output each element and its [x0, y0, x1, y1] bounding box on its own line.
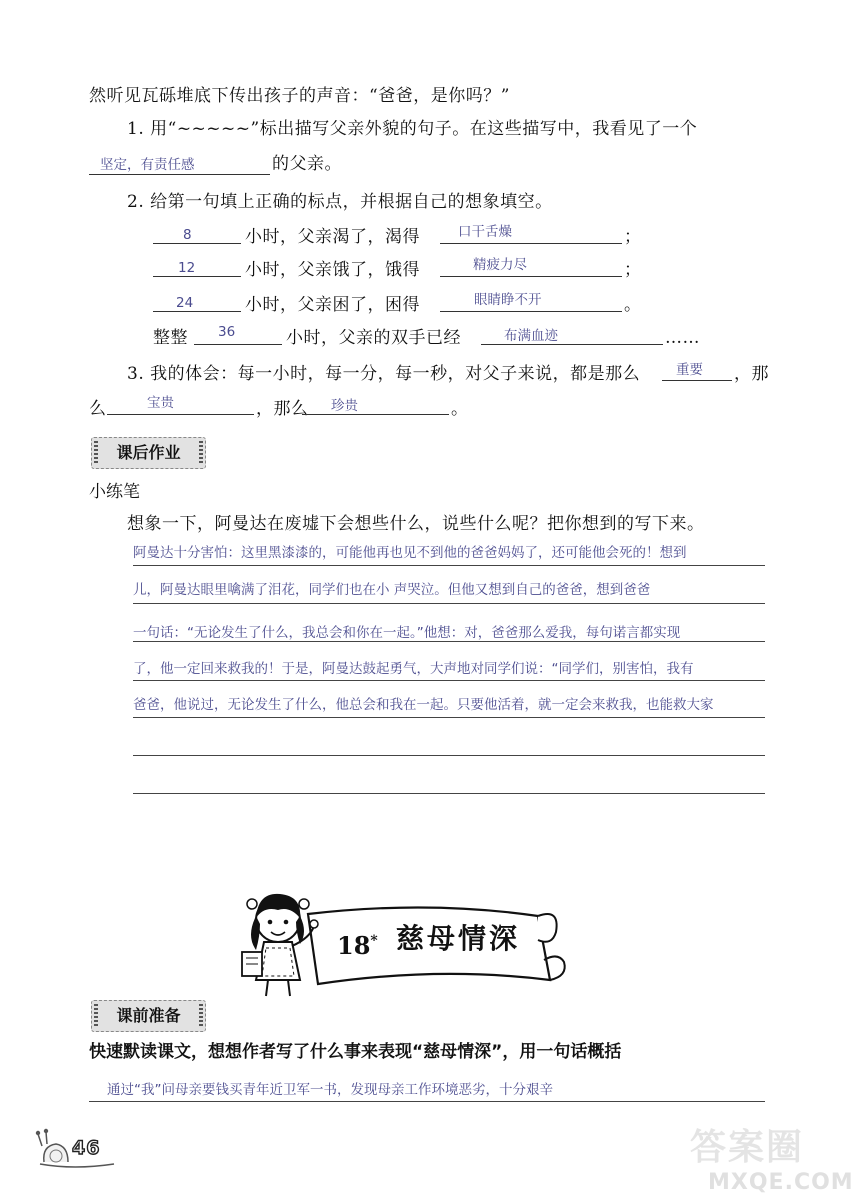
lesson-number — [337, 926, 378, 961]
row-4-prefix: 整整 — [153, 328, 188, 348]
blank-state-2 — [440, 276, 622, 277]
answer-state-2: 精疲力尽 — [473, 257, 527, 273]
preview-badge: 课前准备 — [91, 1000, 206, 1032]
question-3-text: 3. 我的体会：每一小时，每一分，每一秒，对父子来说，都是那么 — [127, 364, 641, 384]
row-1-end: ； — [624, 227, 642, 247]
answer-q1: 坚定，有责任感 — [100, 157, 195, 173]
homework-subtitle: 小练笔 — [89, 482, 140, 502]
blank-state-3 — [440, 311, 622, 312]
answer-hours-4: 36 — [218, 324, 236, 340]
answer-hours-2: 12 — [178, 260, 196, 276]
lesson-star: * — [370, 933, 378, 949]
writing-line-1 — [133, 565, 765, 566]
writing-line-3-text: 一句话：“无论发生了什么，我总会和你在一起。”他想：对，爸爸那么爱我，每句诺言都实现 — [133, 625, 681, 641]
page-number: 46 — [72, 1137, 101, 1159]
row-4-text: 小时，父亲的双手已经 — [286, 328, 461, 348]
blank-hours-3 — [153, 311, 241, 312]
question-1-text: 1. 用“~~~~~”标出描写父亲外貌的句子。在这些描写中，我看见了一个 — [127, 119, 698, 139]
answer-hours-1: 8 — [183, 227, 192, 243]
row-2-end: ； — [624, 260, 642, 280]
writing-line-5 — [133, 717, 765, 718]
blank-hours-2 — [153, 276, 241, 277]
answer-state-4: 布满血迹 — [504, 328, 558, 344]
watermark-url: MXQE.COM — [708, 1170, 854, 1195]
homework-prompt: 想象一下，阿曼达在废墟下会想些什么，说些什么呢？把你想到的写下来。 — [127, 514, 705, 534]
question-3-mid: ，那么 — [256, 399, 309, 419]
writing-line-2-text: 儿，阿曼达眼里噙满了泪花，同学们也在小 声哭泣。但他又想到自己的爸爸，想到爸爸 — [133, 582, 651, 598]
question-2-text: 2. 给第一句填上正确的标点，并根据自己的想象填空。 — [127, 192, 553, 212]
question-3-tail: ，那 — [734, 364, 769, 384]
blank-q3-3 — [302, 414, 449, 415]
writing-line-4-text: 了，他一定回来救我的！于是，阿曼达鼓起勇气，大声地对同学们说：“同学们，别害怕，我有 — [133, 661, 694, 677]
preview-question: 快速默读课文，想想作者写了什么事来表现“慈母情深”，用一句话概括 — [89, 1042, 622, 1062]
writing-line-4 — [133, 680, 765, 681]
row-3-end: 。 — [624, 295, 642, 315]
blank-q3-1 — [662, 380, 732, 381]
answer-q3-2: 宝贵 — [147, 395, 174, 411]
answer-q3-3: 珍贵 — [331, 398, 358, 414]
answer-state-1: 口干舌燥 — [458, 224, 512, 240]
writing-line-7 — [133, 793, 765, 794]
watermark-logo: 答案圈 — [690, 1127, 805, 1168]
question-3-end: 。 — [451, 399, 469, 419]
question-3-line2-prefix: 么 — [89, 399, 107, 419]
row-2-text: 小时，父亲饿了，饿得 — [245, 260, 420, 280]
writing-line-6 — [133, 755, 765, 756]
writing-line-5-text: 爸爸，他说过，无论发生了什么，他总会和我在一起。只要他活着，就一定会来救我，也能救大家 — [133, 697, 714, 713]
lesson-title: 慈母情深 — [396, 922, 521, 955]
row-1-text: 小时，父亲渴了，渴得 — [245, 227, 420, 247]
answer-hours-3: 24 — [176, 295, 194, 311]
row-3-text: 小时，父亲困了，困得 — [245, 295, 420, 315]
answer-q3-1: 重要 — [676, 362, 703, 378]
row-4-end: …… — [665, 328, 700, 348]
blank-state-1 — [440, 243, 622, 244]
answer-blank-q1 — [89, 174, 270, 175]
blank-hours-4 — [194, 344, 282, 345]
question-1-tail: 的父亲。 — [272, 154, 342, 174]
writing-line-1-text: 阿曼达十分害怕：这里黑漆漆的，可能他再也见不到他的爸爸妈妈了，还可能他会死的！想到 — [133, 545, 687, 561]
homework-badge: 课后作业 — [91, 437, 206, 469]
passage-last-line: 然听见瓦砾堆底下传出孩子的声音：“爸爸，是你吗？” — [89, 86, 510, 106]
blank-hours-1 — [153, 243, 241, 244]
preview-answer-line — [89, 1101, 765, 1102]
blank-q3-2 — [107, 414, 254, 415]
writing-line-2 — [133, 603, 765, 604]
preview-answer: 通过“我”问母亲要钱买青年近卫军一书，发现母亲工作环境恶劣，十分艰辛 — [107, 1082, 553, 1098]
lesson-number-value: 18 — [337, 931, 371, 960]
writing-line-3 — [133, 641, 765, 642]
answer-state-3: 眼睛睁不开 — [474, 292, 542, 308]
